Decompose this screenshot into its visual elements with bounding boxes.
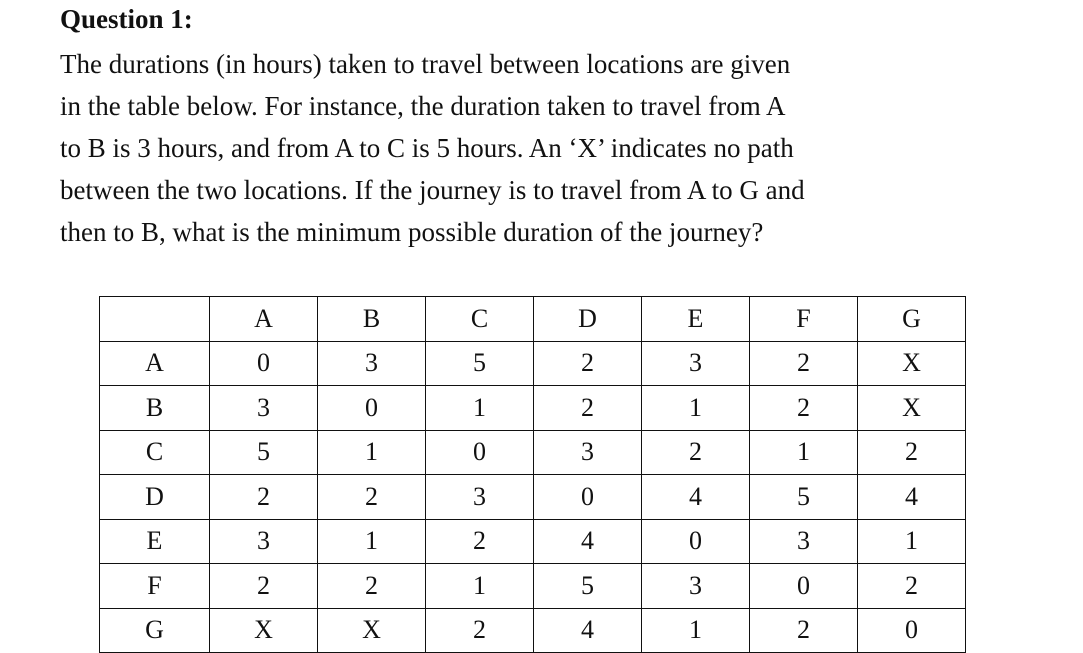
row-header: F — [100, 564, 210, 609]
question-line: The durations (in hours) taken to travel between locations are given — [60, 49, 791, 79]
table-row — [100, 519, 966, 564]
table-cell: X — [858, 386, 966, 431]
table-cell: 2 — [642, 430, 750, 475]
table-cell: 4 — [534, 519, 642, 564]
question-line: to B is 3 hours, and from A to C is 5 hours. An ‘X’ indicates no path — [60, 133, 794, 163]
table-cell: 2 — [318, 564, 426, 609]
table-cell: 1 — [642, 608, 750, 653]
column-header: D — [534, 297, 642, 342]
table-cell: 2 — [858, 430, 966, 475]
table-cell: 5 — [534, 564, 642, 609]
table-cell: 2 — [210, 475, 318, 520]
table-row — [100, 608, 966, 653]
table-cell: 0 — [642, 519, 750, 564]
table-cell: 0 — [534, 475, 642, 520]
column-header: G — [858, 297, 966, 342]
column-header: A — [210, 297, 318, 342]
table-cell: 4 — [858, 475, 966, 520]
duration-table — [99, 296, 966, 653]
table-cell: 3 — [642, 341, 750, 386]
table-cell: 2 — [426, 519, 534, 564]
question-line: between the two locations. If the journey is to travel from A to G and — [60, 175, 805, 205]
table-cell: 0 — [426, 430, 534, 475]
table-cell: 2 — [318, 475, 426, 520]
table-cell: 2 — [750, 386, 858, 431]
table-cell: 3 — [750, 519, 858, 564]
row-header: A — [100, 341, 210, 386]
table-cell: 3 — [426, 475, 534, 520]
question-text — [60, 43, 960, 253]
table-cell: 0 — [858, 608, 966, 653]
row-header: B — [100, 386, 210, 431]
table-header-row — [100, 297, 966, 342]
column-header: B — [318, 297, 426, 342]
question-line: then to B, what is the minimum possible duration of the journey? — [60, 217, 764, 247]
table-cell: 1 — [750, 430, 858, 475]
table-cell: 3 — [210, 519, 318, 564]
table-cell: 0 — [750, 564, 858, 609]
column-header: F — [750, 297, 858, 342]
question-heading: Question 1: — [60, 4, 193, 34]
table-cell: 1 — [858, 519, 966, 564]
table-cell: 0 — [318, 386, 426, 431]
table-cell: 4 — [642, 475, 750, 520]
row-header: C — [100, 430, 210, 475]
table-cell: 5 — [210, 430, 318, 475]
table-cell: 2 — [534, 341, 642, 386]
table-cell: X — [318, 608, 426, 653]
table-cell: 2 — [750, 608, 858, 653]
table-cell: 2 — [210, 564, 318, 609]
row-header: D — [100, 475, 210, 520]
table-corner-cell — [100, 297, 210, 342]
table-cell: 0 — [210, 341, 318, 386]
table-cell: X — [858, 341, 966, 386]
row-header: G — [100, 608, 210, 653]
table-cell: 2 — [750, 341, 858, 386]
table-cell: 2 — [426, 608, 534, 653]
table-cell: 5 — [426, 341, 534, 386]
table-cell: 1 — [426, 386, 534, 431]
table-cell: 2 — [534, 386, 642, 431]
table-cell: 3 — [642, 564, 750, 609]
table-cell: 3 — [534, 430, 642, 475]
table-cell: X — [210, 608, 318, 653]
table-row — [100, 386, 966, 431]
table-cell: 5 — [750, 475, 858, 520]
table-row — [100, 430, 966, 475]
table-cell: 1 — [318, 519, 426, 564]
table-row — [100, 564, 966, 609]
column-header: E — [642, 297, 750, 342]
table-cell: 1 — [642, 386, 750, 431]
table-cell: 3 — [318, 341, 426, 386]
table-cell: 1 — [426, 564, 534, 609]
duration-table-container — [99, 296, 966, 653]
table-cell: 2 — [858, 564, 966, 609]
table-row — [100, 475, 966, 520]
table-cell: 1 — [318, 430, 426, 475]
table-row — [100, 341, 966, 386]
question-line: in the table below. For instance, the duration taken to travel from A — [60, 91, 786, 121]
column-header: C — [426, 297, 534, 342]
row-header: E — [100, 519, 210, 564]
table-cell: 3 — [210, 386, 318, 431]
table-cell: 4 — [534, 608, 642, 653]
